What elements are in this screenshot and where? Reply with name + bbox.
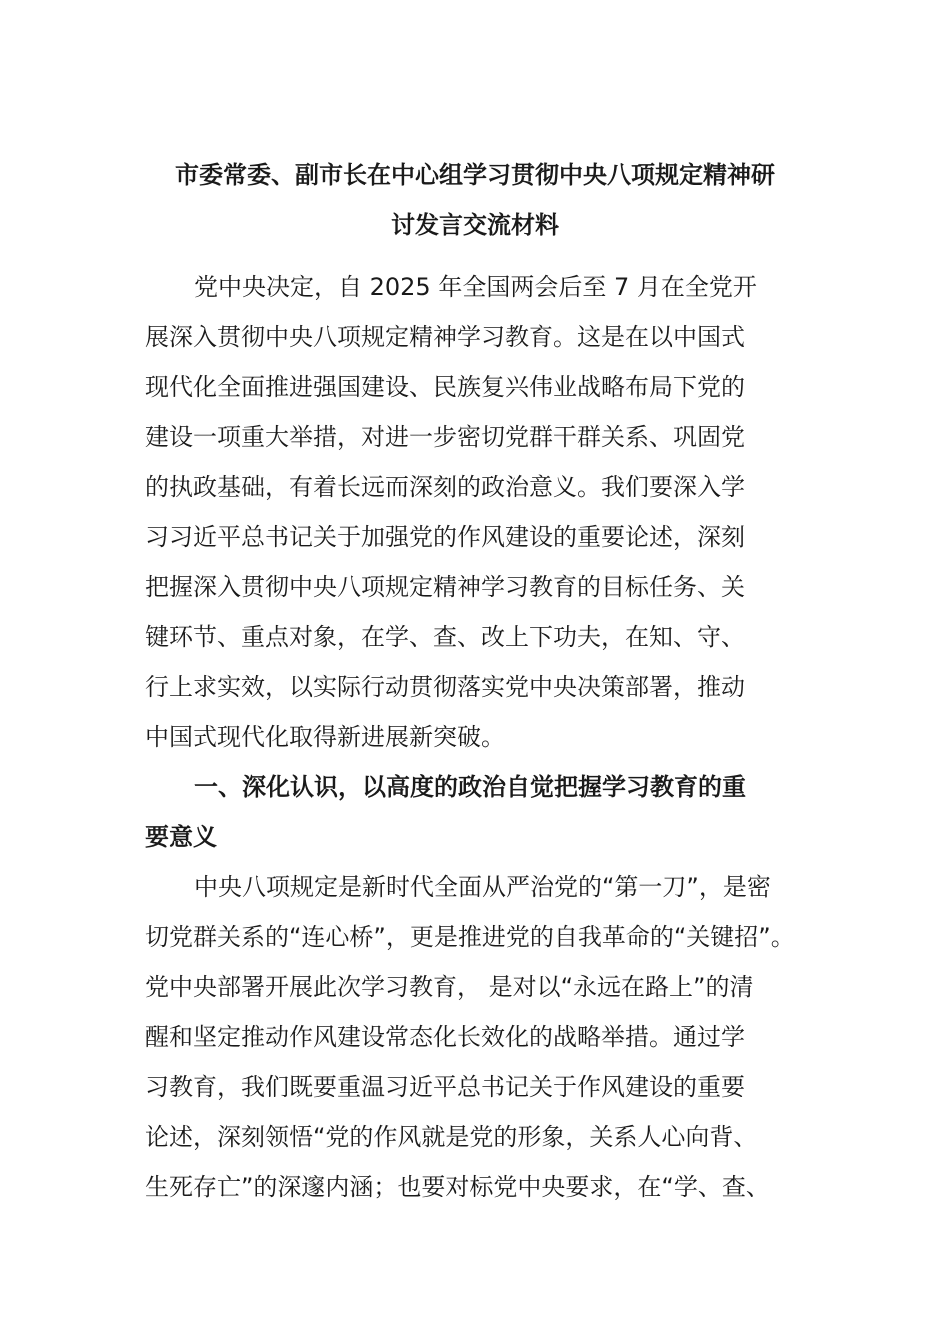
document-title [145, 150, 805, 250]
paragraph-line: 切党群关系的“连心桥”，更是推进党的自我革命的“关键招”。 [145, 923, 795, 951]
heading-line: 一、深化认识，以高度的政治自觉把握学习教育的重 [194, 773, 746, 801]
document-body [145, 262, 810, 1212]
paragraph-line: 党中央部署开展此次学习教育， 是对以“永远在路上”的清 [145, 973, 754, 1001]
heading-line: 要意义 [145, 823, 217, 851]
paragraph-line: 论述，深刻领悟“党的作风就是党的形象，关系人心向背、 [145, 1123, 758, 1151]
paragraph-line: 把握深入贯彻中央八项规定精神学习教育的目标任务、关 [145, 573, 745, 601]
paragraph-line: 党中央决定，自 2025 年全国两会后至 7 月在全党开 [194, 273, 757, 301]
paragraph-line: 行上求实效，以实际行动贯彻落实党中央决策部署，推动 [145, 673, 745, 701]
paragraph-line: 键环节、重点对象，在学、查、改上下功夫，在知、守、 [145, 623, 745, 651]
paragraph-line: 展深入贯彻中央八项规定精神学习教育。这是在以中国式 [145, 323, 745, 351]
paragraph-line: 醒和坚定推动作风建设常态化长效化的战略举措。通过学 [145, 1023, 745, 1051]
paragraph-line: 现代化全面推进强国建设、民族复兴伟业战略布局下党的 [145, 373, 745, 401]
intro-paragraph [145, 262, 810, 762]
section-heading [145, 762, 810, 862]
title-line: 市委常委、副市长在中心组学习贯彻中央八项规定精神研 [175, 161, 775, 189]
paragraph-line: 建设一项重大举措，对进一步密切党群干群关系、巩固党 [145, 423, 745, 451]
section-paragraph [145, 862, 810, 1212]
title-line: 讨发言交流材料 [391, 211, 559, 239]
paragraph-line: 中央八项规定是新时代全面从严治党的“第一刀”，是密 [194, 873, 771, 901]
paragraph-line: 的执政基础，有着长远而深刻的政治意义。我们要深入学 [145, 473, 745, 501]
paragraph-line: 中国式现代化取得新进展新突破。 [145, 723, 505, 751]
paragraph-line: 习教育，我们既要重温习近平总书记关于作风建设的重要 [145, 1073, 745, 1101]
paragraph-line: 生死存亡”的深邃内涵；也要对标党中央要求，在“学、查、 [145, 1173, 770, 1201]
paragraph-line: 习习近平总书记关于加强党的作风建设的重要论述，深刻 [145, 523, 745, 551]
